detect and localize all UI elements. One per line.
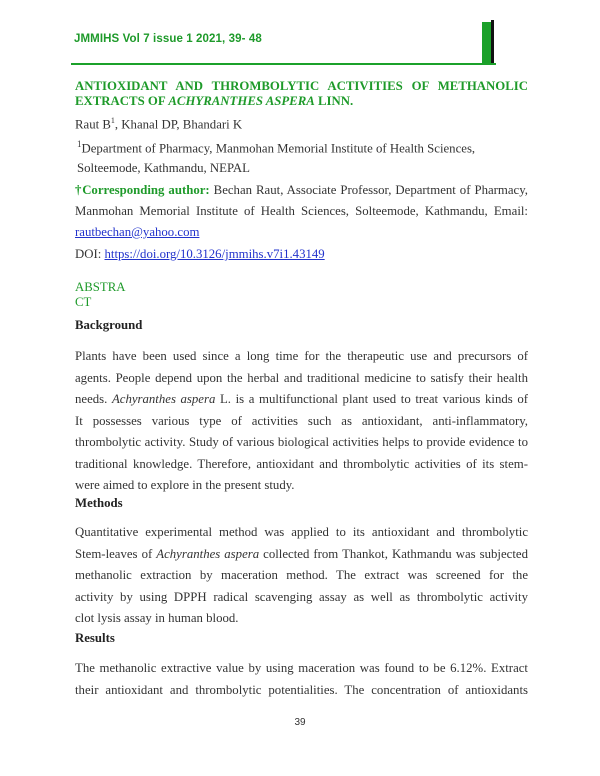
email-link[interactable]: rautbechan@yahoo.com [75, 225, 200, 239]
author-list: Raut $B^1$, Khanal DP, Bhandari K [75, 116, 243, 132]
affiliation-line2: Solteemode, Kathmandu, NEPAL [77, 161, 250, 175]
corresponding-author-line1: †Corresponding author: Bechan Raut, Associate Professor, Department of Pharmacy, [75, 183, 528, 197]
corresponding-author-email [75, 222, 528, 243]
species-name: ACHYRANTHES ASPERA [168, 94, 315, 108]
methods-paragraph: Quantitative experimental method was applied to its antioxidant and thrombolytic Stem-leaves of Achyranthes aspera collected from Thankot, Kathmandu was subjected methanolic extraction by maceration method. The extract was screened for the activity by using DPPH radical scavenging assay as well as thrombolytic activity clot lysis assay in human blood. [75, 525, 528, 625]
background-paragraph: Plants have been used since a long time for the therapeutic use and precursors of agents. People depend upon the herbal and traditional medicine to satisfy their health needs. Achyranthes aspera L. is a multifunctional plant used to treat various kinds of It possesses various type of activities such as antioxidant, anti-inflammatory, thrombolytic activity. Study of various biological activities helps to provide evidence to traditional knowledge. Therefore, antioxidant and thrombolytic activities of its stem- were aimed to explore in the present study. [75, 349, 528, 492]
header-green-bar [482, 22, 491, 64]
methods-heading: Methods [75, 496, 123, 510]
article-title-line2: EXTRACTS OF ACHYRANTHES ASPERA LINN. [75, 94, 354, 108]
doi-line: DOI: https://doi.org/10.3126/jmmihs.v7i1.43149 [75, 247, 325, 261]
header-black-bar [491, 20, 494, 64]
background-heading: Background [75, 318, 143, 332]
doi-link[interactable]: https://doi.org/10.3126/jmmihs.v7i1.43149 [104, 247, 325, 261]
page-number: 39 [294, 717, 306, 728]
article-title-line1: ANTIOXIDANT AND THROMBOLYTIC ACTIVITIES OF METHANOLIC [75, 79, 528, 93]
header-divider [71, 63, 496, 65]
corresponding-author-line2: Manmohan Memorial Institute of Health Sciences, Solteemode, Kathmandu, Email: [75, 204, 528, 218]
abstract-label: ABSTRA CT [75, 280, 126, 309]
affiliation-line1: $^1$Department of Pharmacy, Manmohan Memorial Institute of Health Sciences, [77, 139, 476, 156]
results-paragraph: The methanolic extractive value by using maceration was found to be 6.12%. Extract their antioxidant and thrombolytic potentialities. The concentration of antioxidants [75, 661, 528, 697]
journal-citation: JMMIHS Vol 7 issue 1 2021, 39- 48 [74, 33, 262, 45]
results-heading: Results [75, 631, 115, 645]
